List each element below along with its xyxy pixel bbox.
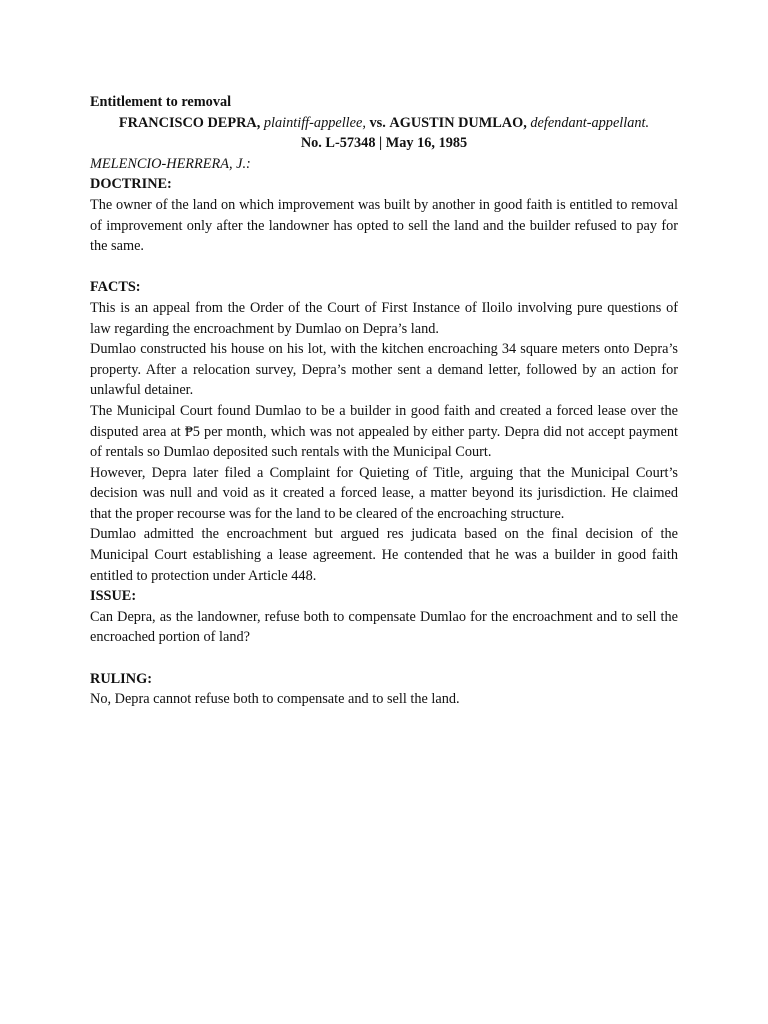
case-parties	[90, 113, 678, 134]
ruling-text: No, Depra cannot refuse both to compensate and to sell the land.	[90, 691, 460, 708]
facts-paragraph: Dumlao admitted the encroachment but argued res judicata based on the final decision of the Municipal Court establishing a lease agreement. He contended that he was a builder in good faith entitled to protection under Article 448.	[90, 526, 678, 584]
versus-label: vs.	[369, 114, 386, 131]
ruling-heading: RULING:	[90, 670, 152, 687]
plaintiff-name: FRANCISCO DEPRA,	[118, 114, 261, 131]
defendant-name: AGUSTIN DUMLAO,	[389, 114, 527, 131]
doctrine-section	[90, 174, 678, 256]
plaintiff-role: plaintiff-appellee,	[263, 114, 366, 131]
document-page	[90, 92, 678, 710]
case-number-date: No. L-57348 | May 16, 1985	[300, 135, 468, 152]
facts-section	[90, 277, 678, 586]
ruling-section	[90, 669, 678, 710]
doctrine-text: The owner of the land on which improvement was built by another in good faith is entitled to removal of improvement only after the landowner has opted to sell the land and the builder refused to pay for the same.	[90, 196, 678, 255]
issue-section	[90, 586, 678, 648]
facts-heading: FACTS:	[90, 279, 141, 296]
issue-heading: ISSUE:	[90, 588, 137, 605]
defendant-role: defendant-appellant.	[530, 114, 650, 131]
facts-paragraph: This is an appeal from the Order of the Court of First Instance of Iloilo involving pure questions of law regarding the encroachment by Dumlao on Depra’s land.	[90, 299, 678, 337]
facts-paragraph: However, Depra later filed a Complaint for Quieting of Title, arguing that the Municipal Court’s decision was null and void as it created a forced lease, a matter beyond its jurisdiction. He claimed that the proper recourse was for the land to be cleared of the encroaching structure.	[90, 464, 678, 522]
ponente: MELENCIO-HERRERA, J.:	[90, 155, 251, 172]
doctrine-heading: DOCTRINE:	[90, 176, 172, 193]
facts-paragraph: Dumlao constructed his house on his lot, with the kitchen encroaching 34 square meters onto Depra’s property. After a relocation survey, Depra’s mother sent a demand letter, followed by an action for unlawful detainer.	[90, 341, 678, 399]
issue-text: Can Depra, as the landowner, refuse both to compensate Dumlao for the encroachment and to sell the encroached portion of land?	[90, 608, 678, 646]
subject-heading: Entitlement to removal	[90, 94, 232, 110]
facts-paragraph: The Municipal Court found Dumlao to be a builder in good faith and created a forced lease over the disputed area at ₱5 per month, which was not appealed by either party. Depra did not accept payment of rentals so Dumlao deposited such rentals with the Municipal Court.	[90, 402, 678, 461]
